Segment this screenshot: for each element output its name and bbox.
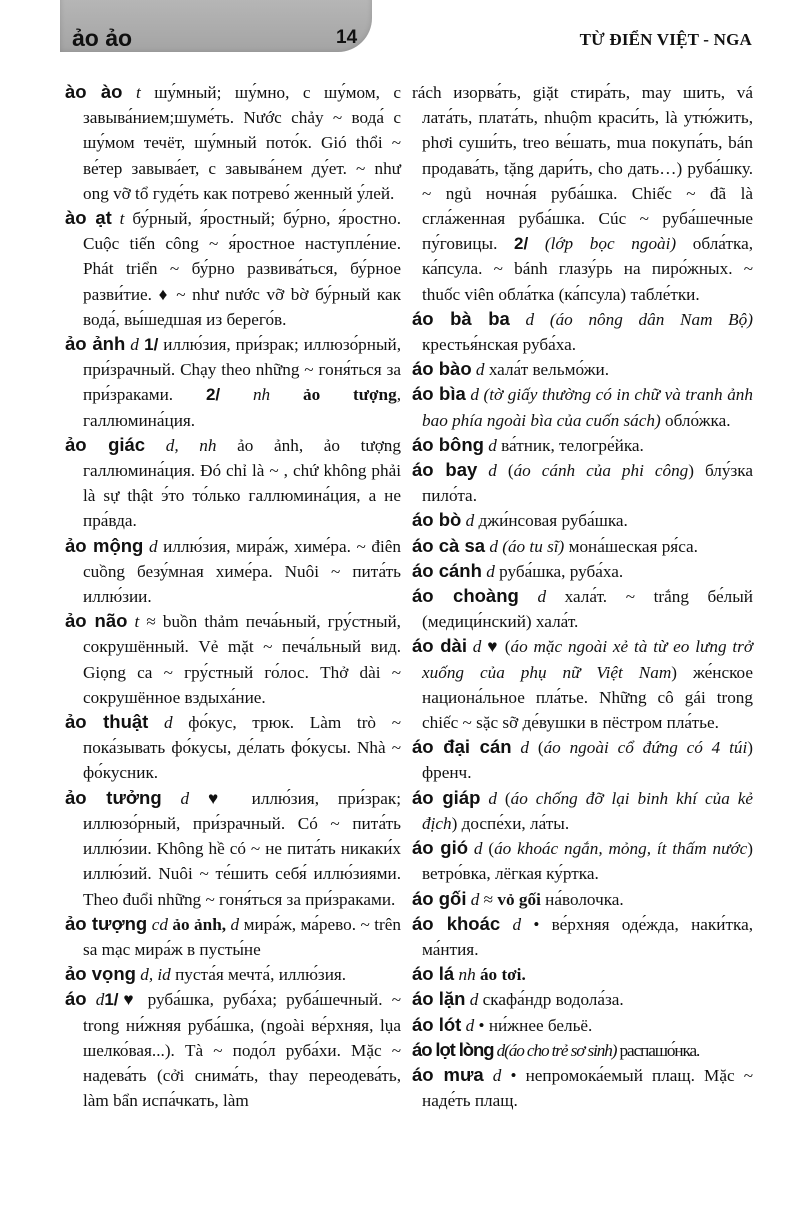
definition-text: крестья́нская руба́ха. xyxy=(422,335,577,355)
sense-number: 2/ xyxy=(205,385,221,405)
page-number: 14 xyxy=(336,27,358,48)
definition-text: хала́т вельмо́жи. xyxy=(484,360,609,380)
definition-text: распашо́нка. xyxy=(616,1040,700,1060)
headword: ảo mộng xyxy=(65,534,144,556)
definition-text: ва́тник, телогре́йка. xyxy=(496,435,644,455)
sense-number: 1/ xyxy=(138,335,159,355)
definition-text: ) френч. xyxy=(422,738,753,783)
grammar-label: d xyxy=(466,889,480,909)
dictionary-entry xyxy=(412,1013,753,1038)
grammar-label: d xyxy=(161,788,190,808)
grammar-label: d xyxy=(466,637,482,657)
dictionary-entry xyxy=(412,912,753,962)
dictionary-entry xyxy=(412,584,753,634)
headword: ảo não xyxy=(65,610,128,632)
cross-reference: ảo ảnh, xyxy=(167,914,227,934)
headword: ảo tưởng xyxy=(65,786,162,808)
headword: áo cà sa xyxy=(412,534,486,556)
grammar-label: d xyxy=(500,914,522,934)
definition-text: ( xyxy=(482,839,495,859)
grammar-label: d xyxy=(483,435,497,455)
definition-text: ( xyxy=(496,461,514,481)
definition-text: ♥ руба́шка, руба́ха; руба́шечный. ~ trong ни́жняя руба́шка, (ngoài ве́рхняя, lụa шелко́вая...). Tà ~ подо́л руба́хи. Mặc ~ надева́ть (cởi снима́ть, thay переодева́ть, làm bẩn испа́чкать, làm xyxy=(83,990,402,1111)
definition-text: ) блу́зка пило́та. xyxy=(422,461,753,506)
definition-text: руба́шка, руба́ха. xyxy=(494,561,624,581)
grammar-label: (lớp bọc ngoài) xyxy=(528,234,677,254)
dictionary-entry xyxy=(412,735,753,785)
grammar-label: nh xyxy=(454,965,476,985)
definition-text: ( xyxy=(529,738,544,758)
definition-text: rách изорва́ть, giặt стира́ть, may шить, vá лата́ть, плата́ть, nhuộm краси́ть, là утю́жить, phơi суши́ть, treo ве́шать, mua покупа́ть, bán продава́ть, tặng дари́ть, cho дать…) руба́шку. ~ ngủ ночна́я руба́шка. Chiếc ~ đã là сгла́женная руба́шка. Cúc ~ руба́шечные пу́говицы. xyxy=(412,83,753,254)
dictionary-entry xyxy=(412,987,753,1012)
definition-text: ( xyxy=(496,788,511,808)
definition-text: хала́т. ~ trắng бе́лый (медици́нский) хала́т. xyxy=(422,587,753,632)
headword: áo lót xyxy=(412,1013,462,1035)
definition-text: • ве́рхняя оде́жда, наки́тка, ма́нтия. xyxy=(422,914,753,959)
grammar-label: d xyxy=(226,914,240,934)
headword: áo lọt lòng xyxy=(412,1038,494,1060)
dictionary-entry xyxy=(412,534,753,559)
grammar-label: d xyxy=(483,1065,502,1085)
dictionary-entry xyxy=(412,962,753,987)
dictionary-entry xyxy=(412,307,753,357)
grammar-label: áo chống đỡ lại binh khí của kẻ địch xyxy=(422,788,753,833)
headword: áo dài xyxy=(412,635,467,657)
headword: ảo thuật xyxy=(65,711,149,733)
definition-text: • ни́жнее бельё. xyxy=(474,1015,593,1035)
grammar-label: áo cánh của phi công xyxy=(513,461,689,481)
definition-text: ♥ ( xyxy=(481,637,511,657)
dictionary-entry xyxy=(412,786,753,836)
grammar-label: d xyxy=(143,536,158,556)
grammar-label: t xyxy=(127,612,140,632)
definition-text: ) ветро́вка, лёгкая ку́ртка. xyxy=(422,839,753,884)
headword: áo mưa xyxy=(412,1063,484,1085)
grammar-label: d (áo nông dân Nam Bộ) xyxy=(509,309,753,329)
dictionary-entry xyxy=(65,80,401,206)
headword: áo bay xyxy=(412,459,478,481)
headword: áo choàng xyxy=(412,585,519,607)
cross-reference: vỏ gối xyxy=(497,889,541,909)
definition-text: скафа́ндр водола́за. xyxy=(478,990,624,1010)
headword: ảo ảnh xyxy=(65,333,126,355)
definition-text: шу́мный; шу́мно, с шу́мом, с завыва́нием;шуме́ть. Nước chảy ~ вода́ с шу́мом течёт, шу́мный пото́к. Gió thổi ~ ве́тер завыва́ет, с завыва́нем ду́ет. ~ như ong vỡ tổ гуде́ть как потрево́ женный у́лей. xyxy=(83,83,401,203)
headword: áo lá xyxy=(412,963,455,985)
definition-text: иллю́зия, мира́ж, химе́ра. ~ điên cuồng безу́мная химе́ра. Nuôi ~ пита́ть иллю́зии. xyxy=(83,536,401,607)
dictionary-entry xyxy=(412,433,753,458)
right-column xyxy=(412,80,753,1113)
headword: áo giáp xyxy=(412,786,481,808)
dictionary-entry xyxy=(412,836,753,886)
definition-text: фо́кус, трюк. Làm trò ~ пока́зывать фо́кусы, де́лать фо́кусы. Nhà ~ фо́кусник. xyxy=(83,713,401,783)
definition-text: иллю́зия, при́зрак; иллюзо́рный, при́зрачный. Chạy theo những ~ гоня́ться за при́зраками. xyxy=(83,335,401,405)
headword: áo khoác xyxy=(412,912,501,934)
headword: áo gió xyxy=(412,837,469,859)
grammar-label: d, nh xyxy=(145,435,217,455)
sense-number: 2/ xyxy=(514,234,529,254)
grammar-label: d(áo cho trẻ sơ sinh) xyxy=(493,1040,617,1060)
definition-text: бу́рный, я́ростный; бу́рно, я́ростно. Cuộc tiến công ~ я́ростное наступле́ние. Phát triển ~ бу́рно развива́ться, бу́рное разви́тие. ♦ ~ như nước vỡ bờ бу́рный как вода́, вы́шедшая из берего́в. xyxy=(83,209,402,329)
dictionary-entry xyxy=(412,508,753,533)
headword: áo bà ba xyxy=(412,307,510,329)
dictionary-entry xyxy=(412,1063,753,1113)
grammar-label: áo khoác ngắn, mỏng, ít thấm nước xyxy=(494,839,748,859)
dictionary-entry xyxy=(412,1038,753,1063)
dictionary-entry xyxy=(412,559,753,584)
definition-text: обло́жка. xyxy=(660,410,731,430)
definition-text: • непромока́емый плащ. Mặc ~ наде́ть плащ. xyxy=(422,1065,753,1111)
dictionary-entry xyxy=(65,332,401,433)
dictionary-entry xyxy=(412,887,753,912)
headword: áo gối xyxy=(412,887,467,909)
grammar-label: cd xyxy=(147,914,168,934)
dictionary-entry xyxy=(65,987,401,1113)
grammar-label: d xyxy=(468,839,483,859)
headword: áo bìa xyxy=(412,383,466,405)
dictionary-entry xyxy=(412,357,753,382)
definition-text: ảo ảnh, ảo tượng галлюмина́ция. Đó chỉ là ~ , chứ không phải là sự thật э́то то́лько галлюмина́ция, а не пра́вда. xyxy=(83,435,401,531)
headword: áo cánh xyxy=(412,559,482,581)
grammar-label: d xyxy=(148,713,173,733)
grammar-label: d (áo tu sĩ) xyxy=(485,536,565,556)
grammar-label: d (tờ giấy thường có in chữ và tranh ảnh bao phía ngoài bìa của cuốn sách) xyxy=(422,385,753,430)
cross-reference: áo tơi. xyxy=(475,965,526,985)
headword: áo xyxy=(65,988,87,1010)
grammar-label: d xyxy=(465,990,479,1010)
definition-text: ≈ xyxy=(479,889,498,909)
dictionary-entry xyxy=(65,609,401,710)
grammar-label: d xyxy=(125,335,139,355)
dictionary-entry xyxy=(65,786,401,912)
definition-text: ) доспе́хи, ла́ты. xyxy=(451,813,570,833)
definition-text: джи́нсовая руба́шка. xyxy=(474,511,628,531)
grammar-label: d xyxy=(461,1015,475,1035)
definition-text: пуста́я мечта́, иллю́зия. xyxy=(170,965,347,985)
definition-text: ≈ buồn thảm печа́ьный, гру́стный, сокрушённый. Vẻ mặt ~ печа́льный вид. Giọng ca ~ гру́стный го́лос. Thở dài ~ сокрушённое вздыха́ние. xyxy=(83,612,401,707)
grammar-label: t xyxy=(111,209,125,229)
definition-text: обла́тка, ка́псула. ~ bánh глазу́рь на пиро́жных. ~ thuốc viên обла́тка (ка́псула) табле́тки. xyxy=(422,234,753,304)
headword: áo đại cán xyxy=(412,736,512,758)
dictionary-entry xyxy=(65,962,401,987)
book-title: TỪ ĐIỂN VIỆT - NGA xyxy=(579,30,752,49)
dictionary-entry xyxy=(412,458,753,508)
headword: ào ào xyxy=(65,81,123,102)
grammar-label: áo mặc ngoài xẻ tà từ eo lưng trở xuống của phụ nữ Việt Nam xyxy=(422,637,753,682)
grammar-label: d xyxy=(511,738,529,758)
grammar-label: d, id xyxy=(135,965,171,985)
headword: áo bông xyxy=(412,433,484,455)
dictionary-entry xyxy=(65,710,401,786)
headword: ảo giác xyxy=(65,433,146,455)
dictionary-entry xyxy=(65,912,401,962)
cross-reference: ảo tượng xyxy=(270,385,397,405)
definition-text: мира́ж, ма́рево. ~ trên sa mạc мира́ж в пусты́не xyxy=(83,914,401,959)
dictionary-entry xyxy=(65,534,401,610)
definition-text: ♥ иллю́зия, при́зрак; иллюзо́рный, при́зрачный. Có ~ пита́ть иллю́зии. Không hề có ~ не пита́ть никаки́х иллю́зий. Nuôi ~ те́шить себя́ иллю́зиями. Theo đuổi những ~ гоня́ться за при́зраками. xyxy=(83,788,402,909)
dictionary-entry xyxy=(412,634,753,735)
definition-text: ) же́нское национа́льное пла́тье. Những cô gái trong chiếc ~ sặc sỡ де́вушки в пёстром пла́тье. xyxy=(422,662,753,733)
entry-continuation xyxy=(412,80,753,307)
headword: áo bò xyxy=(412,509,462,531)
headword: ào ạt xyxy=(65,207,112,229)
grammar-label: d xyxy=(86,990,105,1010)
grammar-label: áo ngoài cổ đứng có 4 túi xyxy=(543,738,748,758)
left-column xyxy=(65,80,401,1113)
grammar-label: d xyxy=(481,561,495,581)
dictionary-entry xyxy=(412,382,753,432)
grammar-label: d xyxy=(461,511,475,531)
dictionary-entry xyxy=(65,206,401,332)
running-head: ảo ảo xyxy=(72,25,133,51)
dictionary-entry xyxy=(65,433,401,534)
sense-number: 1/ xyxy=(104,990,119,1010)
definition-text: на́волочка. xyxy=(540,889,624,909)
grammar-label: d xyxy=(471,360,485,380)
headword: ảo tượng xyxy=(65,912,148,934)
definition-text: , галлюмина́ция. xyxy=(83,385,402,430)
grammar-label: d xyxy=(477,461,497,481)
grammar-label: nh xyxy=(220,385,271,405)
headword: áo bào xyxy=(412,358,472,380)
grammar-label: t xyxy=(122,83,141,102)
grammar-label: d xyxy=(518,587,547,607)
headword: ảo vọng xyxy=(65,963,136,985)
grammar-label: d xyxy=(480,788,497,808)
headword: áo lặn xyxy=(412,988,466,1010)
definition-text: мона́шеская ря́са. xyxy=(564,536,698,556)
